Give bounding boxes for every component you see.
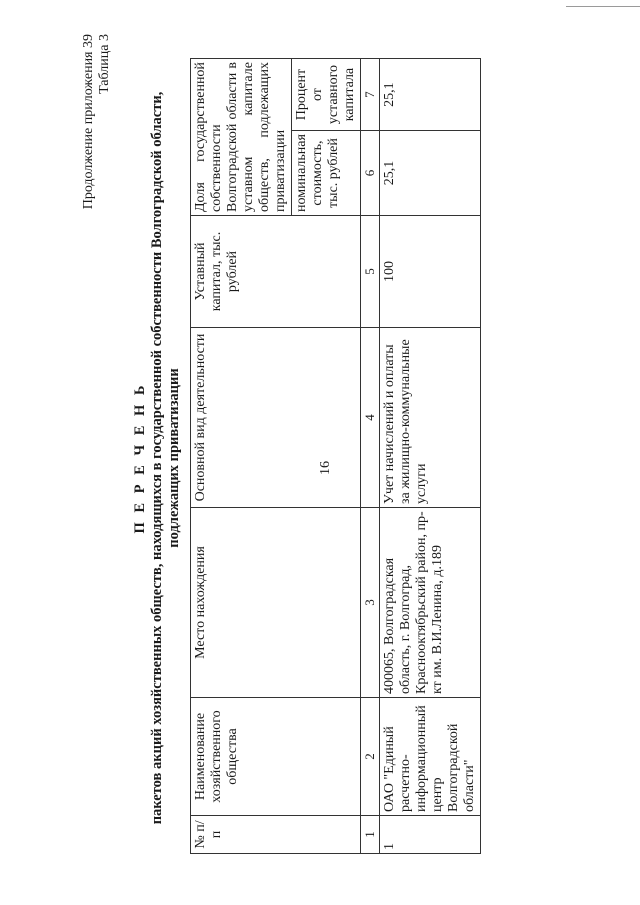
row-capital: 100 [380, 216, 481, 328]
title-main: П Е Р Е Ч Е Н Ь [132, 382, 148, 534]
title-line-2: подлежащих приватизации [166, 368, 182, 548]
row-name: ОАО "Единый расчетно-информационный центр Волгоградской области" [380, 698, 481, 816]
column-number: 3 [361, 508, 380, 698]
title-line-1: пакетов акций хозяйственных обществ, находящихся в государственной собственности Волгоградской области, [149, 91, 165, 825]
column-number: 6 [361, 131, 380, 216]
header-name: Наименование хозяйственного общества [191, 698, 361, 816]
row-no: 1 [380, 816, 481, 854]
header-percent: Процент от уставного капитала [292, 59, 361, 131]
row-nominal: 25,1 [380, 131, 481, 216]
table-label: Таблица 3 [97, 34, 112, 94]
header-no: № п/п [191, 816, 361, 854]
header-row [191, 59, 292, 854]
column-number: 5 [361, 216, 380, 328]
column-number: 4 [361, 328, 380, 508]
column-number: 7 [361, 59, 380, 131]
row-location: 400065, Волгоградская область, г. Волгоград, Краснооктябрьский район, пр-кт им. В.И.Ленина, д.189 [380, 508, 481, 698]
privatization-table [190, 58, 481, 854]
column-number: 1 [361, 816, 380, 854]
page-edge-line [566, 6, 640, 7]
row-activity: Учет начислений и оплаты за жилищно-коммунальные услуги [380, 328, 481, 508]
header-nominal: номинальная стоимость, тыс. рублей [292, 131, 361, 216]
row-percent: 25,1 [380, 59, 481, 131]
header-location: Место нахождения [191, 508, 361, 698]
column-number: 2 [361, 698, 380, 816]
header-capital: Уставный капитал, тыс. рублей [191, 216, 361, 328]
document-title [132, 28, 183, 888]
header-activity: Основной вид деятельности [191, 328, 361, 508]
header-share-group: Доля государственной собственности Волгоградской области в уставном капитале обществ, подлежащих приватизации [191, 59, 292, 216]
rotated-document [38, 28, 598, 888]
table-row [380, 59, 481, 854]
continuation-note [81, 34, 113, 209]
page-number: 16 [318, 461, 333, 475]
column-number-row [361, 59, 380, 854]
continuation-text: Продолжение приложения 39 [81, 34, 96, 210]
